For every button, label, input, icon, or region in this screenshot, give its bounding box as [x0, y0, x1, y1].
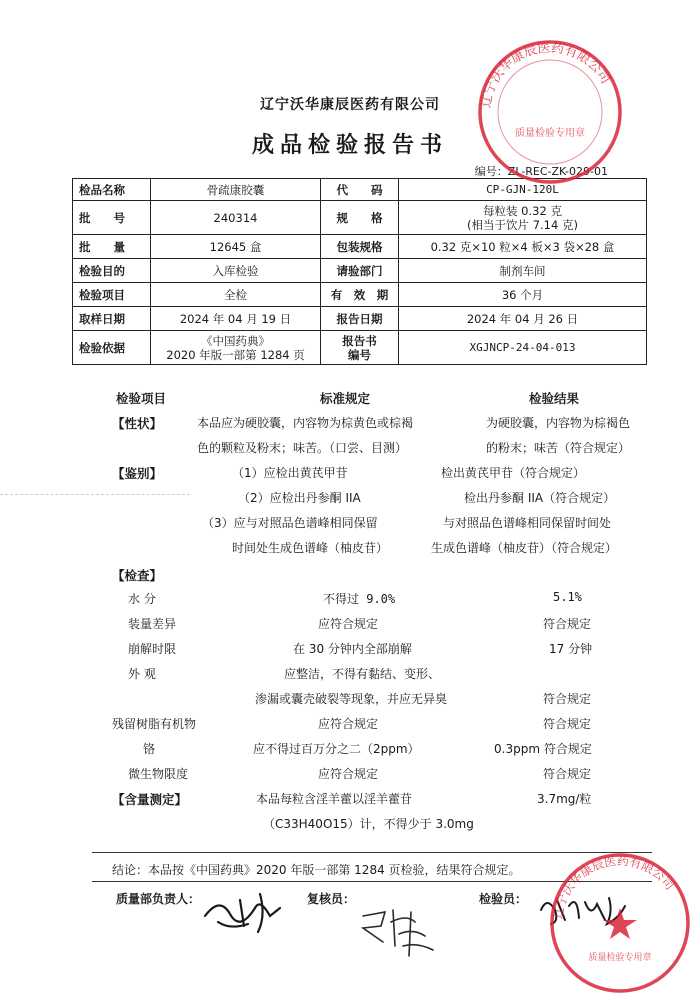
- sample-date-label: 取样日期: [73, 307, 151, 331]
- check-water-standard: 不得过 9.0%: [323, 592, 396, 606]
- report-number: XGJNCP-24-04-013: [399, 331, 647, 365]
- spec-line-2: (相当于饮片 7.14 克): [467, 217, 578, 232]
- company-seal-top: [470, 32, 630, 192]
- identification-label: 【鉴别】: [112, 466, 163, 481]
- qa-manager-signature: [200, 886, 290, 936]
- check-chromium-name: 铬: [143, 742, 156, 756]
- table-row: [73, 307, 647, 331]
- character-standard-1: 本品应为硬胶囊，内容物为棕黄色或棕褐: [197, 416, 414, 430]
- svg-text:质量检验专用章: 质量检验专用章: [515, 128, 585, 139]
- sample-date: 2024 年 04 月 19 日: [151, 307, 321, 331]
- character-result-2: 的粉末；味苦（符合规定）: [486, 441, 631, 455]
- item-label: 检验项目: [73, 283, 151, 307]
- product-name-label: 检品名称: [73, 179, 151, 201]
- product-code: CP-GJN-120L: [399, 179, 647, 201]
- identification-result-3b: 生成色谱峰（柚皮苷）（符合规定）: [431, 541, 618, 555]
- check-resin-standard: 应符合规定: [318, 717, 379, 731]
- identification-standard-2: （2）应检出丹参酮 IIA: [238, 491, 361, 505]
- validity-label: 有 效 期: [321, 283, 399, 307]
- conclusion: 结论：本品按《中国药典》2020 年版一部第 1284 页检验，结果符合规定。: [112, 863, 521, 877]
- report-title: 成品检验报告书: [251, 133, 448, 158]
- basis-line-2: 2020 年版一部第 1284 页: [166, 347, 305, 362]
- table-row: [73, 283, 647, 307]
- report-date: 2024 年 04 月 26 日: [399, 307, 647, 331]
- assay-standard-1: 本品每粒含淫羊藿以淫羊藿苷: [256, 792, 413, 806]
- check-fill-name: 装量差异: [128, 617, 177, 631]
- check-appearance-standard-1: 应整洁，不得有黏结、变形、: [284, 667, 441, 681]
- batch-label: 批 号: [73, 201, 151, 235]
- identification-standard-3b: 时间处生成色谱峰（柚皮苷）: [232, 541, 389, 555]
- product-name: 骨疏康胶囊: [151, 179, 321, 201]
- check-appearance-result: 符合规定: [543, 692, 592, 706]
- assay-label: 【含量测定】: [112, 792, 188, 807]
- table-row: [73, 331, 647, 365]
- validity-period: 36 个月: [399, 283, 647, 307]
- quantity-label: 批 量: [73, 235, 151, 259]
- character-standard-2: 色的颗粒及粉末；味苦。（口尝、目测）: [197, 441, 408, 455]
- svg-text:辽宁沃华康辰医药有限公司: 辽宁沃华康辰医药有限公司: [478, 40, 613, 109]
- identification-standard-3a: （3）应与对照品色谱峰相同保留: [202, 516, 378, 530]
- purpose-label: 检验目的: [73, 259, 151, 283]
- reviewer-label: 复核员：: [307, 892, 356, 906]
- table-row: [73, 235, 647, 259]
- inspection-basis: [151, 331, 321, 365]
- svg-text:质量检验专用章: 质量检验专用章: [588, 953, 652, 963]
- check-label: 【检查】: [112, 568, 163, 583]
- qa-manager-label: 质量部负责人：: [116, 892, 201, 906]
- report-no-label: 报告书 编号: [321, 331, 399, 365]
- check-resin-name: 残留树脂有机物: [112, 717, 197, 731]
- check-appearance-standard-2: 渗漏或囊壳破裂等现象，并应无异臭: [255, 692, 448, 706]
- pack-spec: 0.32 克×10 粒×4 板×3 袋×28 盒: [399, 235, 647, 259]
- check-chromium-result: 0.3ppm 符合规定: [494, 742, 592, 756]
- reviewer-signature: [355, 902, 445, 962]
- spec-label: 规 格: [321, 201, 399, 235]
- check-microbial-result: 符合规定: [543, 767, 592, 781]
- character-result-1: 为硬胶囊，内容物为棕褐色: [486, 416, 631, 430]
- check-disintegration-result: 17 分钟: [549, 642, 593, 656]
- header-standard: 标准规定: [320, 391, 371, 406]
- inspector-label: 检验员：: [479, 892, 528, 906]
- table-row: [73, 201, 647, 235]
- scan-noise: [0, 494, 190, 495]
- document-number: 编号：ZL-REC-ZK-029-01: [474, 165, 608, 178]
- batch-quantity: 12645 盒: [151, 235, 321, 259]
- svg-text:辽宁沃华康辰医药有限公司: 辽宁沃华康辰医药有限公司: [550, 853, 677, 920]
- identification-result-2: 检出丹参酮 IIA（符合规定）: [464, 491, 616, 505]
- company-name: 辽宁沃华康辰医药有限公司: [260, 97, 440, 113]
- character-label: 【性状】: [112, 416, 163, 431]
- identification-standard-1: （1）应检出黄芪甲苷: [232, 466, 348, 480]
- batch-number: 240314: [151, 201, 321, 235]
- dept-label: 请验部门: [321, 259, 399, 283]
- check-microbial-name: 微生物限度: [128, 767, 189, 781]
- assay-result: 3.7mg/粒: [537, 792, 592, 806]
- pack-label: 包装规格: [321, 235, 399, 259]
- company-seal-bottom: [545, 848, 695, 998]
- header-item: 检验项目: [116, 391, 167, 406]
- inspection-purpose: 入库检验: [151, 259, 321, 283]
- check-water-name: 水 分: [128, 592, 156, 606]
- info-table: [72, 178, 647, 365]
- table-row: [73, 259, 647, 283]
- basis-label: 检验依据: [73, 331, 151, 365]
- check-resin-result: 符合规定: [543, 717, 592, 731]
- report-date-label: 报告日期: [321, 307, 399, 331]
- check-fill-result: 符合规定: [543, 617, 592, 631]
- request-dept: 制剂车间: [399, 259, 647, 283]
- identification-result-3a: 与对照品色谱峰相同保留时间处: [443, 516, 612, 530]
- check-disintegration-name: 崩解时限: [128, 642, 177, 656]
- inspection-item: 全检: [151, 283, 321, 307]
- identification-result-1: 检出黄芪甲苷（符合规定）: [441, 466, 586, 480]
- assay-standard-2: （C33H40O15）计，不得少于 3.0mg: [263, 817, 474, 831]
- basis-line-1: 《中国药典》: [201, 333, 270, 348]
- check-appearance-name: 外 观: [128, 667, 156, 681]
- check-disintegration-standard: 在 30 分钟内全部崩解: [293, 642, 412, 656]
- check-chromium-standard: 应不得过百万分之二（2ppm）: [253, 742, 420, 756]
- spec-value: [399, 201, 647, 235]
- check-fill-standard: 应符合规定: [318, 617, 379, 631]
- check-water-result: 5.1%: [553, 590, 582, 604]
- header-result: 检验结果: [529, 391, 580, 406]
- spec-line-1: 每粒装 0.32 克: [483, 203, 562, 218]
- check-microbial-standard: 应符合规定: [318, 767, 379, 781]
- code-label: 代 码: [321, 179, 399, 201]
